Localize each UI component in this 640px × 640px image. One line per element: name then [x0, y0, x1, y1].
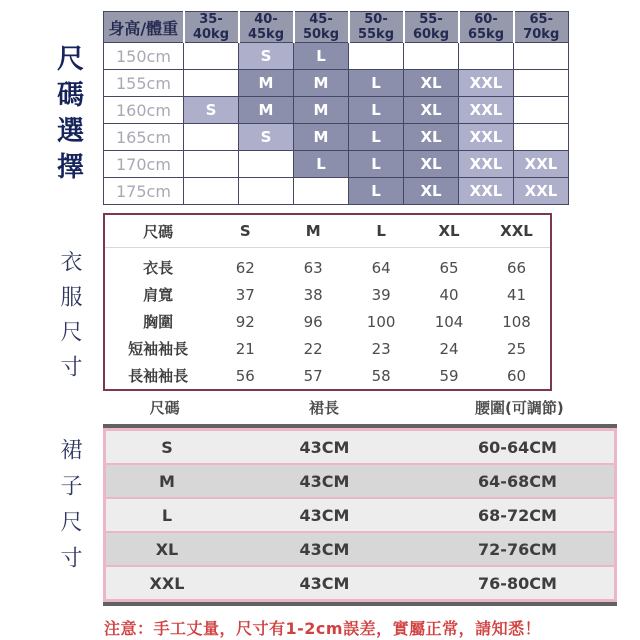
size-table-row — [104, 151, 569, 178]
empty-cell — [239, 178, 294, 205]
empty-cell — [349, 43, 404, 70]
skirt-size: S — [161, 437, 173, 457]
measurement-value: 64 — [371, 258, 391, 277]
clothes-measurements-table — [103, 213, 552, 391]
empty-cell — [514, 43, 569, 70]
measurement-value: 62 — [235, 258, 255, 277]
skirt-waist: 72-76CM — [478, 539, 557, 559]
skirt-table-row — [106, 465, 614, 497]
skirt-length: 43CM — [299, 573, 350, 593]
empty-cell — [294, 178, 349, 205]
measurement-value: 41 — [506, 285, 527, 304]
size-cell: XL — [404, 178, 459, 205]
empty-cell — [459, 43, 514, 70]
measurement-value: 65 — [439, 258, 459, 277]
clothes-table-row — [104, 281, 551, 308]
height-weight-corner-cell: 身高/體重 — [104, 12, 184, 43]
measurement-note: 注意：手工丈量，尺寸有1-2cm誤差，實屬正常，請知悉！ — [104, 619, 542, 638]
skirt-size: L — [161, 505, 173, 525]
size-cell: M — [294, 124, 349, 151]
skirt-size: XL — [155, 539, 179, 559]
size-cell: M — [239, 97, 294, 124]
clothes-header-size: S — [211, 214, 279, 248]
skirt-table-rows — [106, 431, 614, 599]
height-label: 175cm — [104, 178, 184, 205]
size-cell: XXL — [459, 178, 514, 205]
clothes-header-label: 尺碼 — [104, 214, 211, 248]
skirt-waist: 64-68CM — [478, 471, 557, 491]
skirt-table-row — [106, 567, 614, 599]
empty-cell — [184, 43, 239, 70]
measurement-value: 60 — [506, 366, 527, 385]
height-label: 165cm — [104, 124, 184, 151]
measurement-value: 58 — [371, 366, 391, 385]
measurement-value: 59 — [439, 366, 459, 385]
size-cell: M — [294, 97, 349, 124]
clothes-table-row — [104, 362, 551, 390]
weight-column-header: 40-45kg — [239, 12, 294, 43]
clothes-table-header-row — [104, 214, 551, 248]
skirt-waist: 60-64CM — [478, 437, 557, 457]
measurement-value: 39 — [371, 285, 391, 304]
measurement-value: 22 — [303, 339, 323, 358]
measurement-value: 108 — [502, 312, 531, 331]
height-label: 150cm — [104, 43, 184, 70]
skirt-length: 43CM — [299, 471, 350, 491]
weight-column-header: 65-70kg — [514, 12, 569, 43]
size-cell: XL — [404, 151, 459, 178]
skirt-length: 43CM — [299, 505, 350, 525]
measurement-value: 25 — [506, 339, 527, 358]
size-table-row — [104, 97, 569, 124]
size-table-row — [104, 178, 569, 205]
size-cell: XXL — [459, 70, 514, 97]
measurement-value: 57 — [303, 366, 323, 385]
size-cell: L — [349, 178, 404, 205]
size-cell: L — [349, 151, 404, 178]
size-cell: XL — [404, 97, 459, 124]
skirt-length: 43CM — [299, 539, 350, 559]
weight-column-header: 55-60kg — [404, 12, 459, 43]
size-table-row — [104, 70, 569, 97]
measurement-value: 24 — [439, 339, 459, 358]
measurement-value: 96 — [303, 312, 323, 331]
measurement-label: 胸圍 — [143, 313, 174, 331]
size-cell: S — [239, 43, 294, 70]
weight-column-header: 35-40kg — [184, 12, 239, 43]
measurement-label: 短袖袖長 — [128, 340, 189, 358]
size-cell: L — [349, 97, 404, 124]
skirt-size: XXL — [149, 573, 185, 593]
weight-column-header: 60-65kg — [459, 12, 514, 43]
size-cell: S — [239, 124, 294, 151]
measurement-label: 長袖袖長 — [128, 367, 189, 385]
clothes-header-size: L — [347, 214, 415, 248]
skirt-table-row — [106, 499, 614, 531]
size-table-row — [104, 124, 569, 151]
height-label: 160cm — [104, 97, 184, 124]
measurement-value: 63 — [303, 258, 323, 277]
measurement-value: 66 — [506, 258, 527, 277]
size-cell: XXL — [514, 151, 569, 178]
height-label: 155cm — [104, 70, 184, 97]
weight-column-header: 45-50kg — [294, 12, 349, 43]
measurement-value: 56 — [235, 366, 255, 385]
measurement-label: 肩寬 — [143, 286, 174, 304]
weight-column-header: 50-55kg — [349, 12, 404, 43]
size-cell: XL — [404, 124, 459, 151]
skirt-header-size: 尺碼 — [149, 398, 180, 417]
empty-cell — [184, 151, 239, 178]
section-label-skirt-size: 裙子尺寸 — [57, 438, 82, 582]
skirt-size: M — [158, 471, 175, 491]
empty-cell — [184, 124, 239, 151]
measurement-value: 23 — [371, 339, 391, 358]
measurement-value: 37 — [235, 285, 255, 304]
size-cell: XXL — [459, 124, 514, 151]
skirt-length: 43CM — [299, 437, 350, 457]
clothes-table-row — [104, 248, 551, 282]
measurement-value: 38 — [303, 285, 323, 304]
empty-cell — [514, 97, 569, 124]
size-cell: XXL — [459, 151, 514, 178]
measurement-label: 衣長 — [143, 259, 174, 277]
measurement-value: 92 — [235, 312, 255, 331]
empty-cell — [184, 70, 239, 97]
size-cell: L — [294, 43, 349, 70]
size-cell: S — [184, 97, 239, 124]
size-cell: L — [349, 124, 404, 151]
size-cell: XXL — [514, 178, 569, 205]
clothes-header-size: M — [279, 214, 347, 248]
empty-cell — [514, 124, 569, 151]
empty-cell — [514, 70, 569, 97]
size-cell: XL — [404, 70, 459, 97]
measurement-value: 100 — [366, 312, 396, 331]
clothes-table-row — [104, 335, 551, 362]
size-table-row — [104, 43, 569, 70]
skirt-table-row — [106, 533, 614, 565]
skirt-waist: 76-80CM — [478, 573, 557, 593]
skirt-table-row — [106, 431, 614, 463]
skirt-waist: 68-72CM — [478, 505, 557, 525]
size-cell: XXL — [459, 97, 514, 124]
height-label: 170cm — [104, 151, 184, 178]
skirt-header-waist: 腰圍(可調節) — [474, 398, 564, 417]
size-cell: M — [239, 70, 294, 97]
skirt-size-table — [103, 424, 617, 606]
skirt-header-length: 裙長 — [309, 398, 340, 417]
skirt-table-header-row — [103, 392, 617, 422]
empty-cell — [404, 43, 459, 70]
empty-cell — [184, 178, 239, 205]
section-label-size-selection: 尺碼選擇 — [52, 44, 83, 188]
size-table-header-row — [104, 12, 569, 43]
measurement-value: 21 — [235, 339, 255, 358]
clothes-header-size: XL — [415, 214, 483, 248]
size-cell: M — [294, 70, 349, 97]
measurement-value: 104 — [434, 312, 464, 331]
size-cell: L — [294, 151, 349, 178]
empty-cell — [239, 151, 294, 178]
clothes-table-row — [104, 308, 551, 335]
section-label-clothes-size: 衣服尺寸 — [57, 250, 82, 390]
height-weight-size-table — [103, 11, 569, 205]
size-cell: L — [349, 70, 404, 97]
measurement-value: 40 — [439, 285, 459, 304]
clothes-header-size: XXL — [483, 214, 551, 248]
